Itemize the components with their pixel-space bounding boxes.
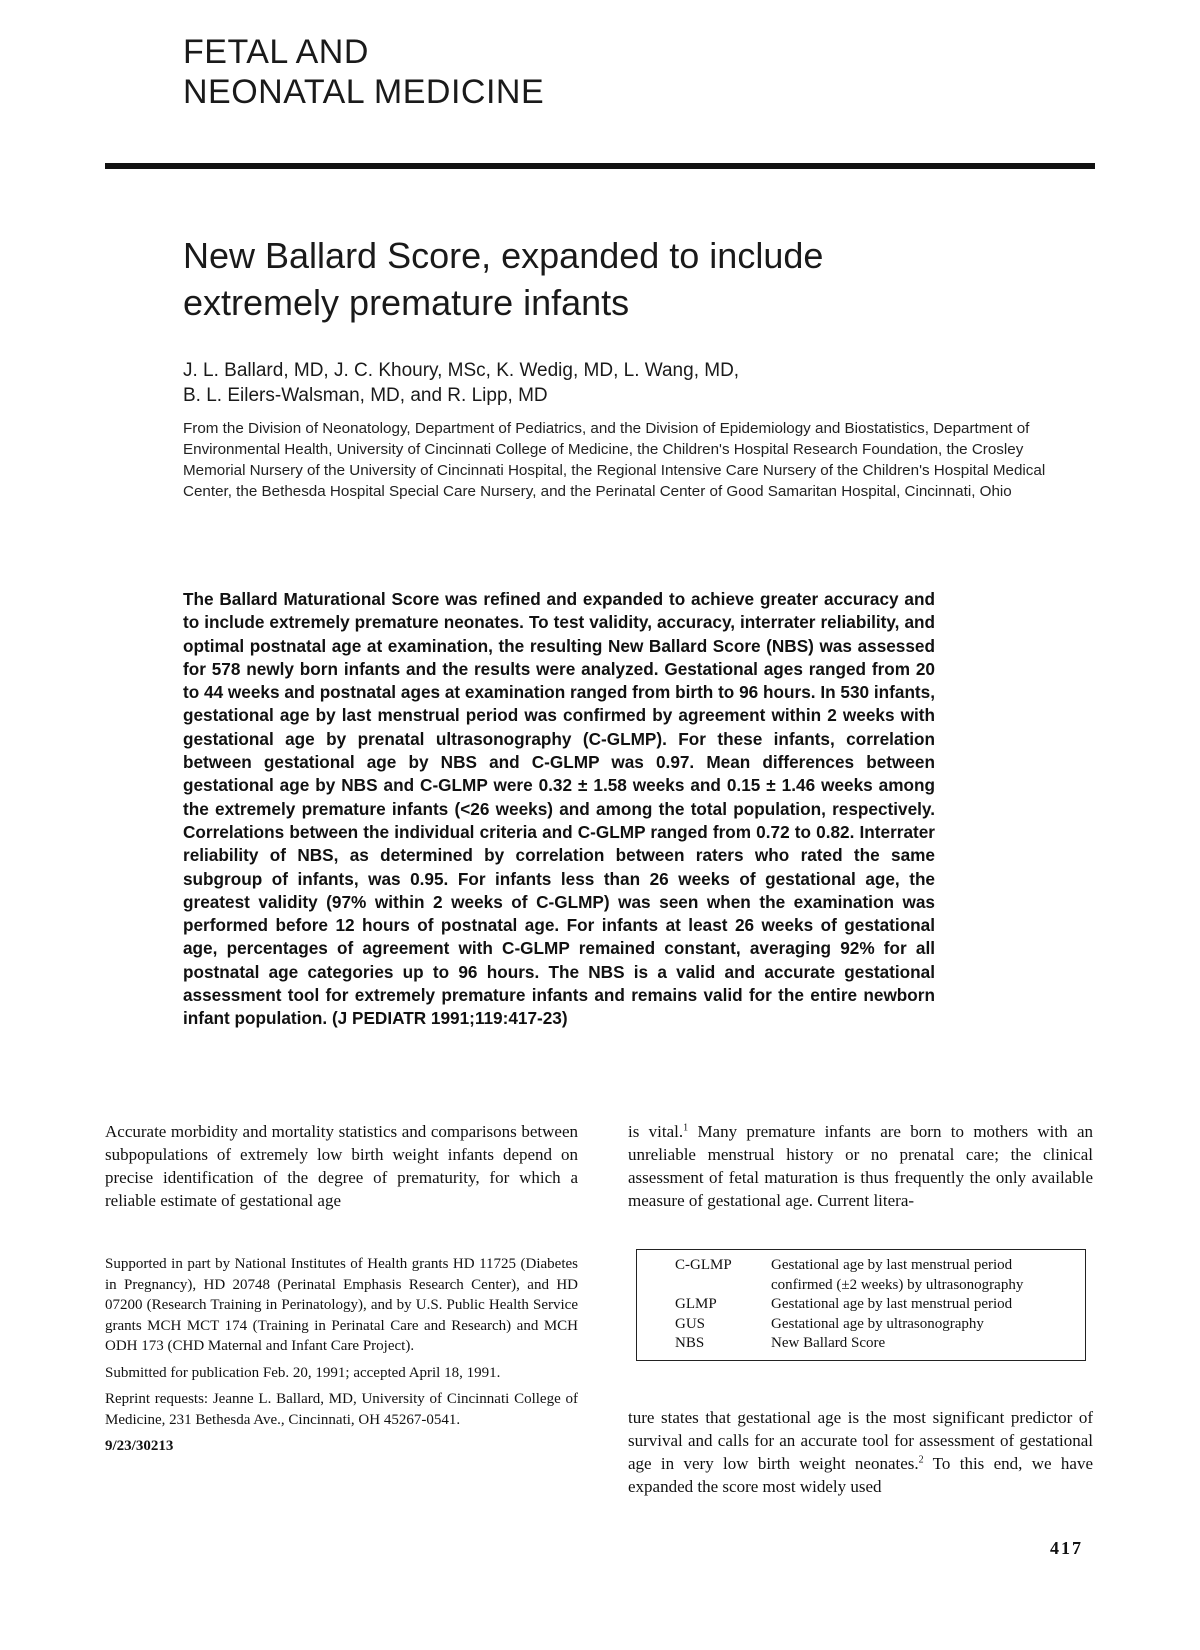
intro-paragraph-start: Accurate morbidity and mortality statistics and comparisons between subpopulations of extremely low birth weight infants depend on precise identification of the degree of prematurity, for which a reliable estimate of gestational age <box>105 1122 578 1210</box>
section-heading-line-2: NEONATAL MEDICINE <box>183 73 545 111</box>
abbreviation-term: NBS <box>675 1335 705 1351</box>
intro-paragraph-continued-4: To this end, we have expanded the score most widely used <box>628 1454 1094 1496</box>
reference-marker-2: 2 <box>918 1454 924 1466</box>
author-list <box>183 358 1063 408</box>
submission-footnote: Submitted for publication Feb. 20, 1991; accepted April 18, 1991. <box>105 1364 501 1381</box>
intro-paragraph-continued-3: ture states that gestational age is the most significant predictor of survival and calls for an accurate tool for assessment of gestational age in very low birth weight neonates. <box>628 1408 1093 1473</box>
funding-footnote: Supported in part by National Institutes of Health grants HD 11725 (Diabetes in Pregnancy), HD 20748 (Perinatal Emphasis Research Center), and HD 07200 (Research Training in Perinatology), and by U.S. Public Health Service grants MCH MCT 174 (Training in Perinatal Care and Research) and MCH ODH 173 (CHD Maternal and Infant Care Project). <box>105 1256 578 1354</box>
abbreviation-row <box>645 1295 1077 1315</box>
footnotes <box>105 1254 578 1463</box>
page-number: 417 <box>1050 1538 1083 1558</box>
authors-line-1: J. L. Ballard, MD, J. C. Khoury, MSc, K. Wedig, MD, L. Wang, MD, <box>183 360 740 381</box>
reprint-footnote: Reprint requests: Jeanne L. Ballard, MD, University of Cincinnati College of Medicine, 231 Bethesda Ave., Cincinnati, OH 45267-0541. <box>105 1391 578 1428</box>
title-line-1: New Ballard Score, expanded to include <box>183 235 824 276</box>
abbreviation-definition: Gestational age by last menstrual period confirmed (±2 weeks) by ultrasonography <box>771 1257 1024 1293</box>
abbreviation-row <box>645 1315 1077 1335</box>
article-title <box>183 232 1083 326</box>
abbreviation-row <box>645 1334 1077 1354</box>
abbreviation-row <box>645 1256 1077 1295</box>
author-affiliation: From the Division of Neonatology, Department of Pediatrics, and the Division of Epidemiology and Biostatistics, Department of Environmental Health, University of Cincinnati College of Medicine, the Children's Hospital Research Foundation, the Crosley Memorial Nursery of the University of Cincinnati Hospital, the Regional Intensive Care Nursery of the Children's Hospital Medical Center, the Bethesda Hospital Special Care Nursery, and the Perinatal Center of Good Samaritan Hospital, Cincinnati, Ohio <box>183 420 1046 500</box>
heading-rule <box>105 163 1095 169</box>
title-line-2: extremely premature infants <box>183 282 630 323</box>
section-heading-line-1: FETAL AND <box>183 33 369 71</box>
abbreviation-term: GLMP <box>675 1296 717 1312</box>
intro-paragraph-continued-2: Many premature infants are born to mothers with an unreliable menstrual history or no prenatal care; the clinical assessment of fetal maturation is thus frequently the only available measure of gestational age. Current litera- <box>628 1122 1093 1210</box>
abbreviation-definition: Gestational age by last menstrual period <box>771 1296 1013 1312</box>
authors-line-2: B. L. Eilers-Walsman, MD, and R. Lipp, MD <box>183 385 548 406</box>
abbreviation-term: C-GLMP <box>675 1257 732 1273</box>
abbreviation-term: GUS <box>675 1315 706 1332</box>
abbreviation-definition: Gestational age by ultrasonography <box>771 1315 984 1332</box>
abstract <box>183 588 935 1031</box>
body-left-column <box>105 1120 578 1212</box>
body-right-column-top <box>628 1120 1093 1212</box>
abstract-citation: (J PEDIATR 1991;119:417-23) <box>331 1008 568 1029</box>
reference-marker-1: 1 <box>683 1122 689 1134</box>
article-code: 9/23/30213 <box>105 1438 174 1454</box>
abbreviation-definition: New Ballard Score <box>771 1335 886 1351</box>
body-right-column-bottom <box>628 1406 1093 1498</box>
intro-paragraph-continued: is vital. <box>628 1122 684 1141</box>
journal-section-heading <box>183 32 544 112</box>
abstract-text: The Ballard Maturational Score was refined and expanded to achieve greater accuracy and to include extremely premature neonates. To test validity, accuracy, interrater reliability, and optimal postnatal age at examination, the resulting New Ballard Score (NBS) was assessed for 578 newly born infants and the results were analyzed. Gestational ages ranged from 20 to 44 weeks and postnatal ages at examination ranged from birth to 96 hours. In 530 infants, gestational age by last menstrual period was confirmed by agreement within 2 weeks with gestational age by prenatal ultrasonography (C-GLMP). For these infants, correlation between gestational age by NBS and C-GLMP was 0.97. Mean differences between gestational age by NBS and C-GLMP were 0.32 ± 1.58 weeks and 0.15 ± 1.46 weeks among the extremely premature infants (<26 weeks) and among the total population, respectively. Correlations between the individual criteria and C-GLMP ranged from 0.72 to 0.82. Interrater reliability of NBS, as determined by correlation between raters who rated the same subgroup of infants, was 0.95. For infants less than 26 weeks of gestational age, the greatest validity (97% within 2 weeks of C-GLMP) was seen when the examination was performed before 12 hours of postnatal age. For infants at least 26 weeks of gestational age, percentages of agreement with C-GLMP remained constant, averaging 92% for all postnatal age categories up to 96 hours. The NBS is a valid and accurate gestational assessment tool for extremely premature infants and remains valid for the entire newborn infant population. <box>183 589 935 1029</box>
abbreviations-box <box>636 1249 1086 1361</box>
